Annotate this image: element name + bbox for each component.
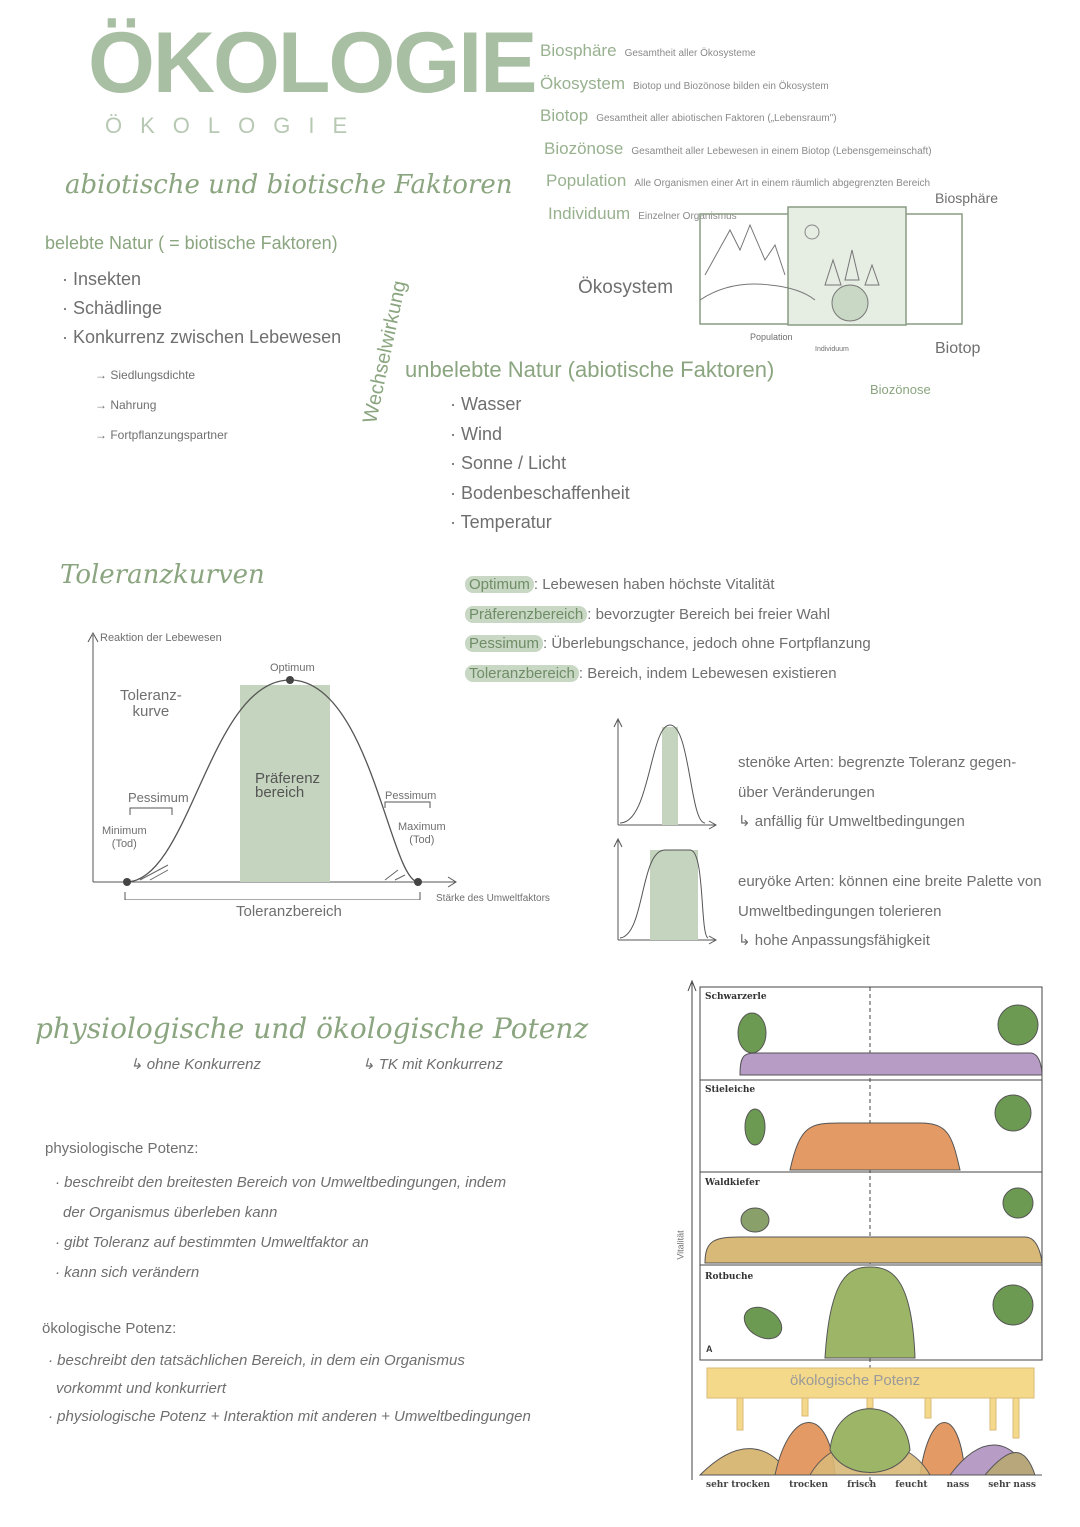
biotic-title: belebte Natur ( = biotische Faktoren) <box>45 233 338 253</box>
stenoek-text: stenöke Arten: begrenzte Toleranz gegen- über Veränderungen ↳ anfällig für Umweltbedingungen <box>738 754 1017 830</box>
tolerance-terms <box>465 570 871 688</box>
ecosystem-diagram <box>690 200 990 360</box>
label-oekosystem: Ökosystem <box>578 277 674 298</box>
term-text: Gesamtheit aller abiotischen Faktoren („Lebensraum") <box>596 113 837 124</box>
graph-pessimum-right: Pessimum <box>385 790 437 802</box>
list-item: · Temperatur <box>450 512 552 532</box>
list-item: · Bodenbeschaffenheit <box>450 482 630 503</box>
graph-curve-label: Toleranz- kurve <box>120 687 182 720</box>
species-label: Waldkiefer <box>705 1178 760 1188</box>
list-item: der Organismus überleben kann <box>63 1204 278 1221</box>
oek-title: ökologische Potenz: <box>42 1320 177 1337</box>
biotic-sublist <box>95 360 228 450</box>
term-row: Toleranzbereich : Bereich, indem Lebewesen existieren <box>465 659 871 689</box>
graph-toleranz: Toleranzbereich <box>236 903 342 920</box>
term: Ökosystem <box>540 73 626 93</box>
list-item: → Fortpflanzungspartner <box>95 428 228 442</box>
graph-xlabel: Stärke des Umweltfaktors <box>436 893 550 904</box>
label-biosphaere: Biosphäre <box>935 190 999 206</box>
label-population: Population <box>750 332 793 342</box>
oek-list <box>48 1347 531 1431</box>
graph-maximum: Maximum (Tod) <box>398 821 446 846</box>
term-row: Präferenzbereich : bevorzugter Bereich bei freier Wahl <box>465 600 871 630</box>
species-label: Stieleiche <box>705 1085 756 1095</box>
x-tick-label: sehr nass <box>988 1480 1036 1490</box>
list-item: vorkommt und konkurriert <box>56 1380 227 1397</box>
section-heading: Toleranzkurven <box>60 560 265 590</box>
section-heading: physiologische und ökologische Potenz <box>35 1012 589 1045</box>
list-item: · Insekten <box>62 269 142 289</box>
list-item: · kann sich verändern <box>55 1264 200 1281</box>
graph-optimum: Optimum <box>270 662 315 674</box>
definition <box>540 166 932 199</box>
list-item: → Nahrung <box>95 398 157 412</box>
list-item: · Schädlinge <box>62 298 163 318</box>
term: Biosphäre <box>540 41 617 60</box>
euryoek-text: euryöke Arten: können eine breite Palette von Umweltbedingungen tolerieren ↳ hohe Anpassungsfähigkeit <box>738 873 1042 949</box>
abiotic-list <box>450 390 630 538</box>
term-text: Einzelner Organismus <box>638 210 737 222</box>
term-row: Pessimum : Überlebungschance, jedoch ohne Fortpflanzung <box>465 629 871 659</box>
biotic-list <box>62 265 341 352</box>
list-item: · beschreibt den breitesten Bereich von Umweltbedingungen, indem <box>55 1174 507 1191</box>
x-tick-label: trocken <box>789 1480 829 1490</box>
term-text: Biotop und Biozönose bilden ein Ökosystem <box>633 80 829 92</box>
x-tick-label: nass <box>946 1480 970 1490</box>
species-label: Rotbuche <box>705 1272 754 1282</box>
label-biotop: Biotop <box>935 340 981 357</box>
list-item: · Sonne / Licht <box>450 453 567 473</box>
term-text: Gesamtheit aller Lebewesen in einem Biotop (Lebensgemeinschaft) <box>631 145 932 157</box>
page-subtitle: ÖKOLOGIE <box>105 113 366 138</box>
potenz-figure <box>680 975 1050 1495</box>
x-tick-label: feucht <box>895 1480 928 1490</box>
graph-pessimum-left: Pessimum <box>128 790 189 805</box>
term: Population <box>546 171 627 190</box>
figure-ylabel: Vitalität <box>675 1230 686 1260</box>
phys-title: physiologische Potenz: <box>45 1140 199 1157</box>
label-individuum: Individuum <box>815 346 849 353</box>
list-item: · Konkurrenz zwischen Lebewesen <box>62 327 342 347</box>
term: Individuum <box>548 203 631 223</box>
figure-xlabels <box>706 1480 1036 1490</box>
panel-label: A <box>706 1344 713 1354</box>
x-tick-label: frisch <box>847 1480 877 1490</box>
definition <box>540 101 932 134</box>
section-heading: abiotische und biotische Faktoren <box>65 170 513 200</box>
page-title: ÖKOLOGIE <box>88 15 536 111</box>
interaction-label: Wechselwirkung <box>359 278 411 426</box>
note-left: ↳ ohne Konkurrenz <box>130 1056 261 1073</box>
term-text: Alle Organismen einer Art in einem räumlich abgegrenzten Bereich <box>634 178 931 189</box>
term-text: Gesamtheit aller Ökosysteme <box>624 48 756 59</box>
x-tick-label: sehr trocken <box>706 1480 771 1490</box>
graph-minimum: Minimum (Tod) <box>102 825 147 850</box>
label-biozoenose: Biozönose <box>870 382 931 397</box>
term: Biozönose <box>544 138 624 158</box>
banner-label: ökologische Potenz <box>790 1372 921 1389</box>
graph-praeferenz: Präferenz bereich <box>255 770 321 801</box>
species-label: Schwarzerle <box>705 992 767 1002</box>
abiotic-title: unbelebte Natur (abiotische Faktoren) <box>405 357 775 382</box>
graph-ylabel: Reaktion der Lebewesen <box>100 632 222 644</box>
term-row: Optimum : Lebewesen haben höchste Vitalität <box>465 570 871 600</box>
list-item: · gibt Toleranz auf bestimmten Umweltfaktor an <box>55 1234 369 1251</box>
definition <box>540 69 932 102</box>
list-item: · physiologische Potenz + Interaktion mit anderen + Umweltbedingungen <box>48 1408 531 1425</box>
definition <box>540 134 932 167</box>
term: Biotop <box>540 106 589 125</box>
definition <box>540 36 932 69</box>
list-item: · beschreibt den tatsächlichen Bereich, in dem ein Organismus <box>48 1352 465 1369</box>
note-right: ↳ TK mit Konkurrenz <box>362 1056 503 1073</box>
phys-list <box>55 1168 506 1288</box>
list-item: · Wasser <box>450 394 522 414</box>
species-tolerance-sketches <box>610 715 720 945</box>
list-item: → Siedlungsdichte <box>95 368 196 382</box>
list-item: · Wind <box>450 423 503 444</box>
